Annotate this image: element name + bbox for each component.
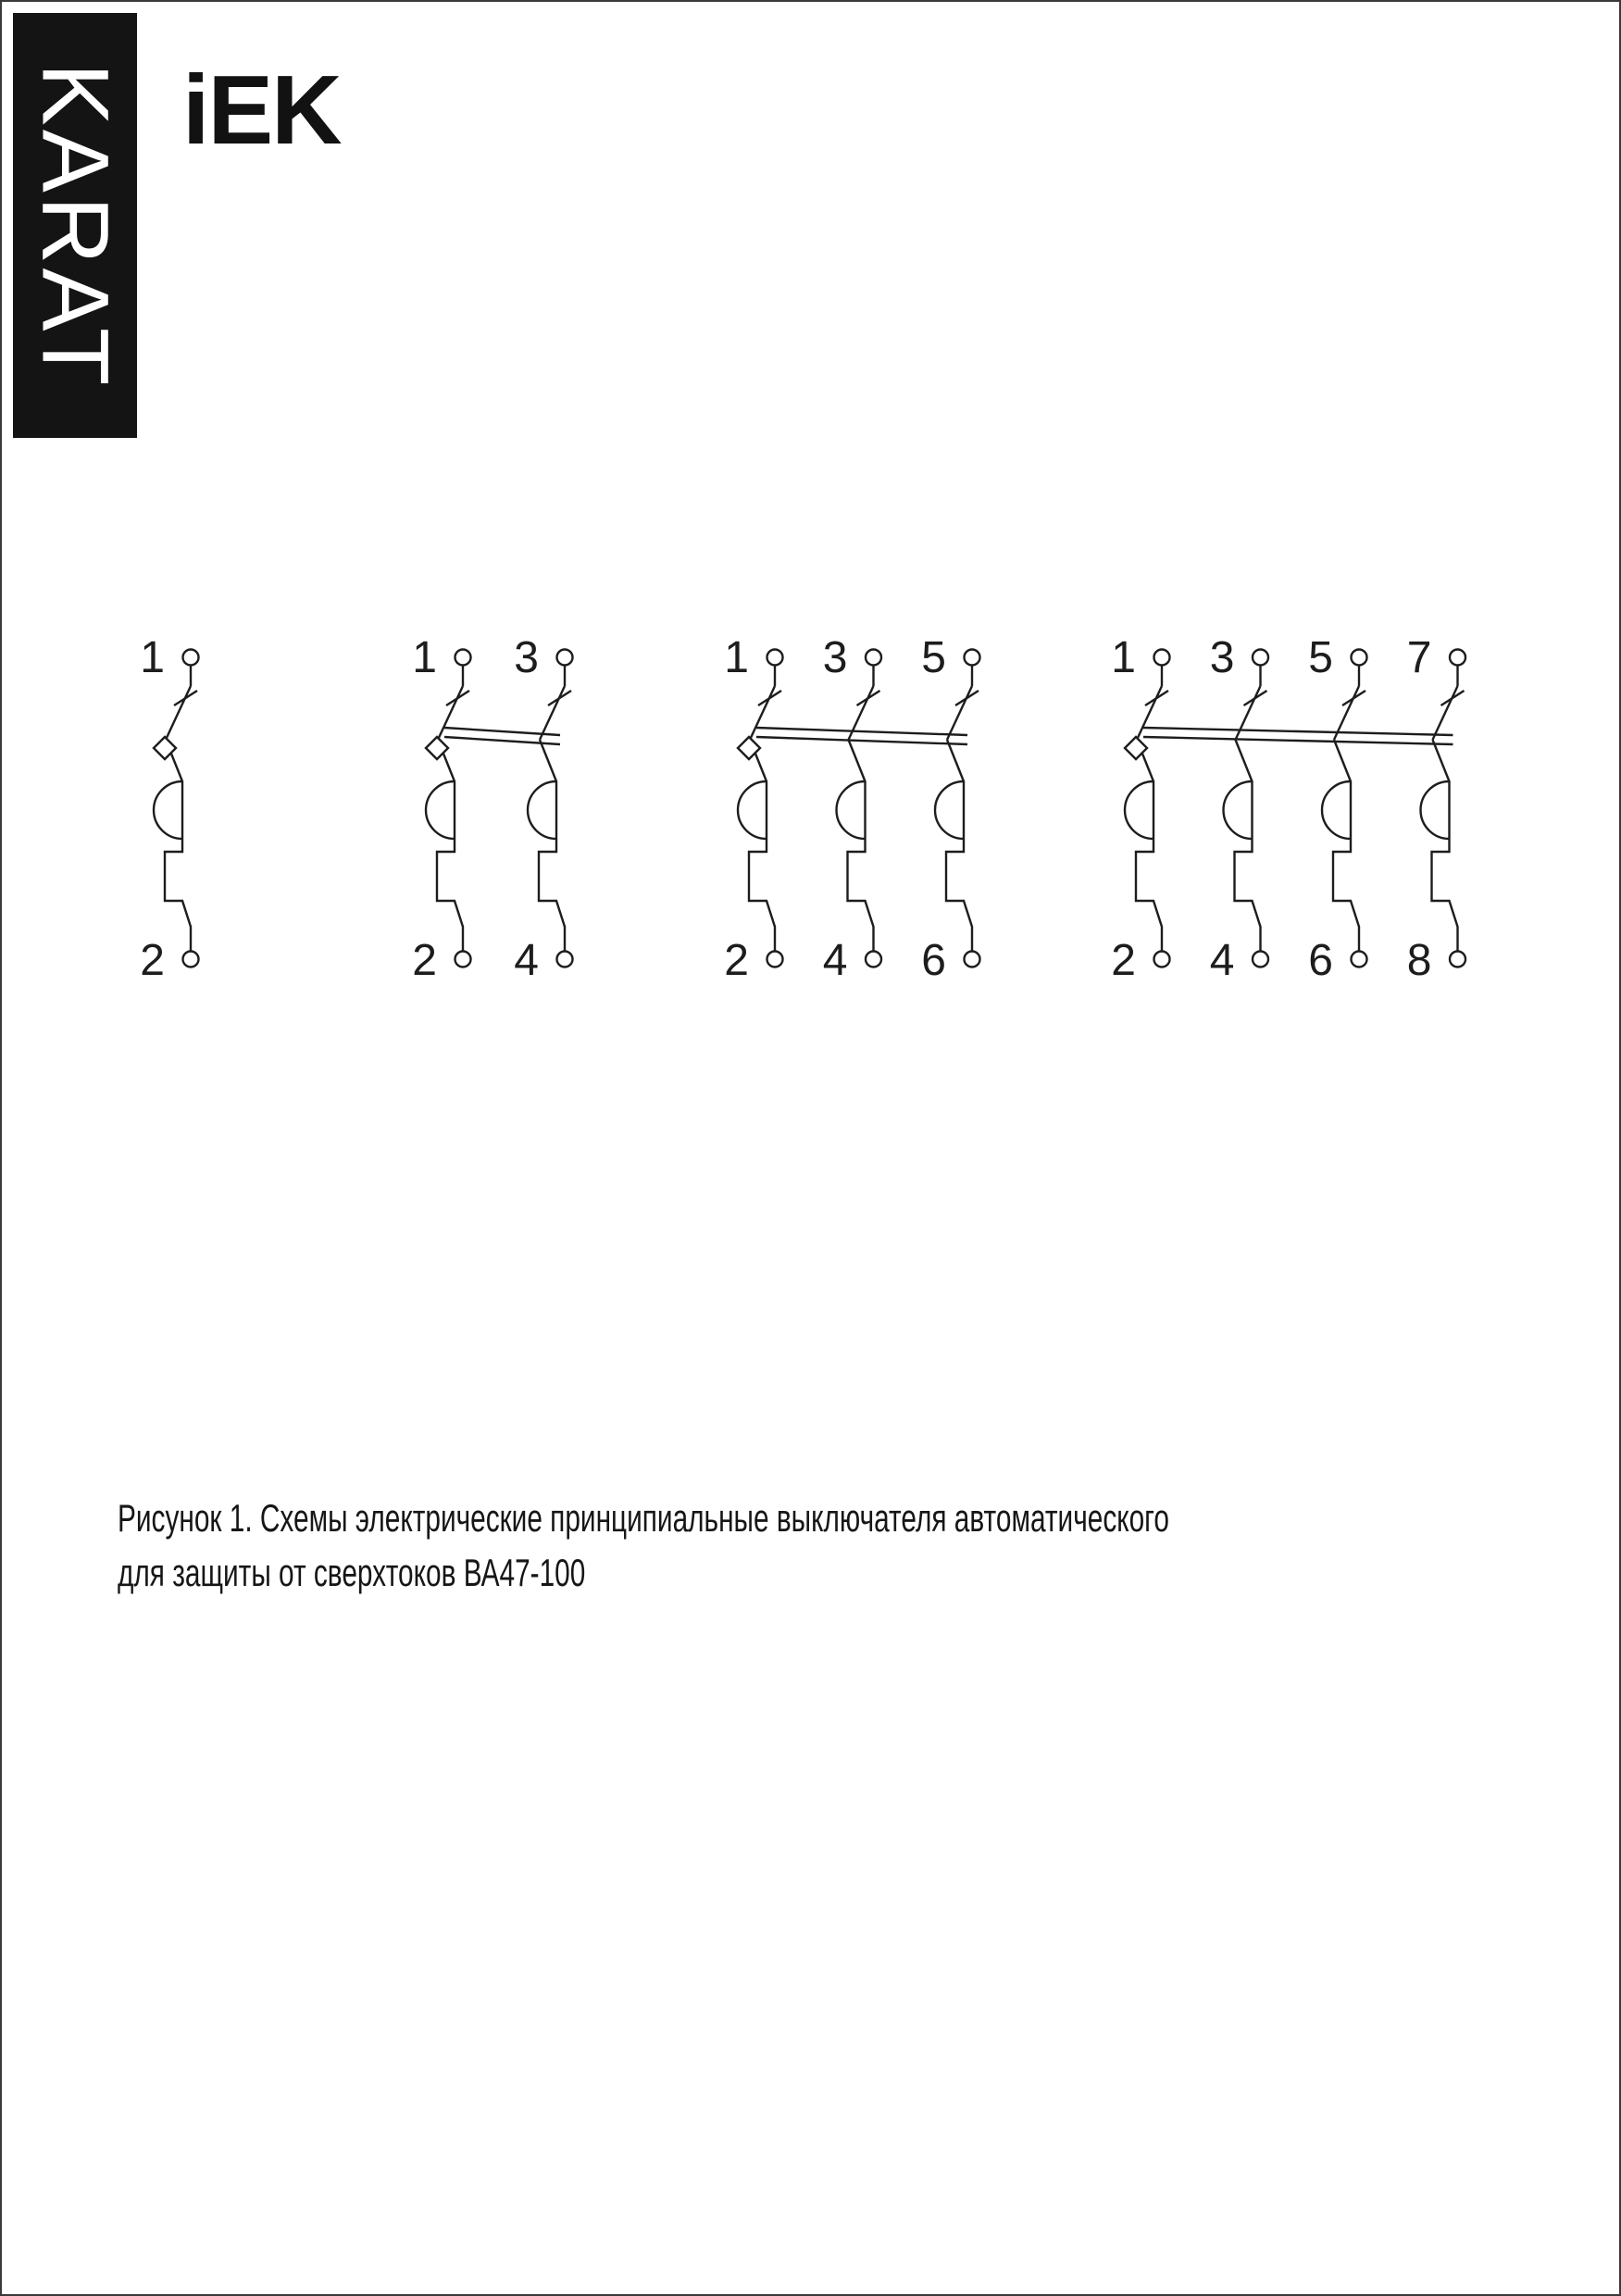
contact-blade — [166, 686, 191, 740]
terminal-number-bottom: 2 — [1111, 936, 1136, 985]
series-name-label: KARAT — [22, 62, 129, 389]
terminal-number-top: 5 — [921, 633, 946, 682]
pole-conductor — [1433, 740, 1450, 839]
breaker-3pole — [724, 633, 979, 985]
terminal-bottom — [1253, 952, 1268, 967]
terminal-bottom — [1450, 952, 1465, 967]
breaker-2pole — [412, 633, 572, 985]
terminal-number-top: 3 — [514, 633, 539, 682]
terminal-bottom — [965, 952, 980, 967]
magnetic-release-arc — [1421, 781, 1450, 839]
terminal-number-bottom: 2 — [412, 936, 437, 985]
thermal-release-jog — [165, 839, 191, 952]
pole-conductor — [540, 740, 556, 839]
terminal-top — [866, 650, 881, 666]
terminal-number-bottom: 8 — [1406, 936, 1432, 985]
breaker-pole — [1308, 633, 1366, 985]
terminal-top — [965, 650, 980, 666]
figure-caption-line1: Рисунок 1. Схемы электрические принципиальные выключателя автоматического — [118, 1496, 1169, 1540]
terminal-number-top: 5 — [1308, 633, 1333, 682]
terminal-bottom — [557, 952, 573, 967]
thermal-release-jog — [946, 839, 972, 952]
terminal-number-top: 3 — [1209, 633, 1235, 682]
terminal-number-bottom: 4 — [514, 936, 539, 985]
circuit-diagrams — [2, 613, 1621, 1057]
contact-blade — [540, 686, 565, 740]
terminal-number-top: 1 — [724, 633, 749, 682]
pole-conductor — [1236, 740, 1253, 839]
thermal-release-jog — [749, 839, 775, 952]
magnetic-release-arc — [1322, 781, 1351, 839]
magnetic-release-arc — [935, 781, 964, 839]
magnetic-release-arc — [528, 781, 556, 839]
linkage-line — [444, 737, 560, 744]
breaker-pole — [1407, 633, 1465, 985]
contact-blade — [438, 686, 463, 740]
linkage-line — [1143, 728, 1453, 735]
thermal-release-jog — [1136, 839, 1162, 952]
terminal-number-bottom: 4 — [1209, 936, 1235, 985]
terminal-top — [1154, 650, 1170, 666]
terminal-top — [557, 650, 573, 666]
terminal-bottom — [866, 952, 881, 967]
magnetic-release-arc — [1224, 781, 1253, 839]
terminal-number-top: 7 — [1406, 633, 1432, 682]
breaker-pole — [724, 633, 782, 985]
terminal-number-bottom: 2 — [140, 936, 165, 985]
figure-caption — [118, 1491, 1599, 1600]
terminal-bottom — [1154, 952, 1170, 967]
breaker-4pole — [1111, 633, 1465, 985]
terminal-number-top: 1 — [412, 633, 437, 682]
breaker-pole — [1210, 633, 1268, 985]
contact-blade — [1137, 686, 1162, 740]
terminal-number-bottom: 2 — [724, 936, 749, 985]
breaker-pole — [823, 633, 881, 985]
thermal-release-jog — [848, 839, 874, 952]
magnetic-release-arc — [154, 781, 182, 839]
terminal-top — [1253, 650, 1268, 666]
linkage-line — [1143, 737, 1453, 744]
terminal-number-bottom: 6 — [921, 936, 946, 985]
terminal-top — [767, 650, 783, 666]
terminal-top — [455, 650, 471, 666]
terminal-number-top: 3 — [822, 633, 848, 682]
magnetic-release-arc — [1125, 781, 1153, 839]
contact-blade — [750, 686, 775, 740]
thermal-release-jog — [1333, 839, 1359, 952]
breaker-pole — [1111, 633, 1169, 985]
thermal-release-jog — [1235, 839, 1261, 952]
contact-blade — [1433, 686, 1458, 740]
terminal-number-top: 1 — [140, 633, 165, 682]
pole-conductor — [849, 740, 866, 839]
breaker-1pole — [140, 633, 198, 985]
magnetic-release-arc — [426, 781, 455, 839]
thermal-release-jog — [1432, 839, 1458, 952]
breaker-pole — [412, 633, 470, 985]
terminal-top — [1352, 650, 1367, 666]
magnetic-release-arc — [837, 781, 866, 839]
terminal-bottom — [1352, 952, 1367, 967]
breaker-pole — [140, 633, 198, 985]
thermal-release-jog — [437, 839, 463, 952]
terminal-top — [183, 650, 199, 666]
magnetic-release-arc — [738, 781, 767, 839]
figure-caption-line2: для защиты от сверхтоков ВА47-100 — [118, 1551, 586, 1594]
iek-logo: iEK — [182, 56, 341, 165]
terminal-number-bottom: 4 — [822, 936, 848, 985]
terminal-bottom — [767, 952, 783, 967]
terminal-number-bottom: 6 — [1308, 936, 1333, 985]
thermal-release-jog — [539, 839, 565, 952]
terminal-bottom — [455, 952, 471, 967]
breaker-pole — [514, 633, 572, 985]
karat-series-banner — [13, 13, 137, 438]
terminal-bottom — [183, 952, 199, 967]
linkage-line — [756, 728, 967, 735]
terminal-top — [1450, 650, 1465, 666]
breaker-pole — [921, 633, 979, 985]
contact-blade — [1236, 686, 1261, 740]
pole-conductor — [1334, 740, 1351, 839]
contact-blade — [947, 686, 972, 740]
terminal-number-top: 1 — [1111, 633, 1136, 682]
linkage-line — [756, 737, 967, 744]
pole-conductor — [947, 740, 964, 839]
